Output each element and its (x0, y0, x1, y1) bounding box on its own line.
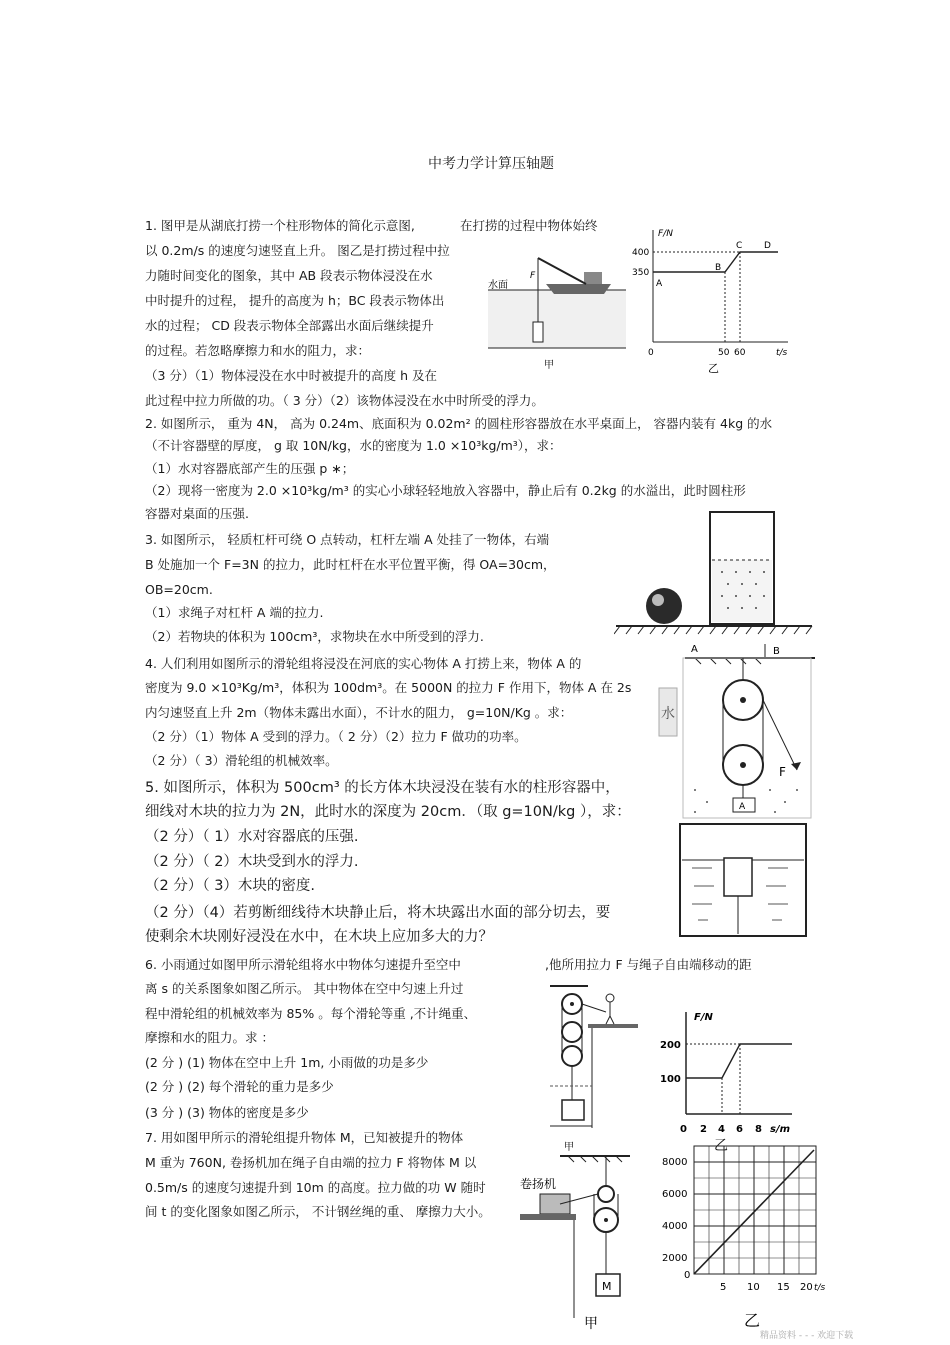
q5-line4: （2 分）（ 2）木块受到水的浮力. (145, 854, 359, 870)
q6-line4: 摩擦和水的阻力。求 ： (145, 1030, 274, 1045)
q3-line5: （2）若物块的体积为 100cm³，求物块在水中所受到的浮力. (145, 629, 484, 644)
q7-x20: 20 (800, 1282, 813, 1293)
q3-line1: 3. 如图所示， 轻质杠杆可绕 O 点转动，杠杆左端 A 处挂了一物体，右端 (145, 532, 550, 547)
q3-line4: （1）求绳子对杠杆 A 端的拉力. (145, 605, 324, 620)
q4-figure (655, 640, 815, 820)
q6-x2: 2 (700, 1124, 707, 1135)
q6-line6: (2 分 ) (2) 每个滑轮的重力是多少 (145, 1079, 334, 1094)
q1-graph (628, 224, 798, 376)
q2-line4: （2）现将一密度为 2.0 ×10³kg/m³ 的实心小球轻轻地放入容器中，静止后有 0.2kg 的水溢出，此时圆柱形 (145, 483, 746, 498)
q4-line5: （2 分）（ 3）滑轮组的机械效率。 (145, 753, 338, 768)
q6-graph (660, 1008, 798, 1138)
q7-x-axis: t/s (814, 1283, 826, 1293)
q6-x-axis: s/m (770, 1124, 791, 1135)
q6-x0: 0 (680, 1124, 687, 1135)
q1-line1b: 在打捞的过程中物体始终 (460, 218, 598, 233)
q7-fig-label-a: 甲 (584, 1316, 598, 1332)
q5-line2: 细线对木块的拉力为 2N，此时水的深度为 20cm．（取 g=10N/kg ），求： (145, 804, 631, 820)
q7-graph (648, 1136, 828, 1336)
q6-line1b: ,他所用拉力 F 与绳子自由端移动的距 (545, 957, 752, 972)
q2-line5: 容器对桌面的压强. (145, 506, 249, 521)
q1-point-d: D (764, 241, 771, 251)
q1-line2: 以 0.2m/s 的速度匀速竖直上升。 图乙是打捞过程中拉 (145, 243, 450, 258)
q1-point-c: C (736, 241, 743, 251)
q7-top-label: 甲 (564, 1142, 574, 1153)
q7-y6000: 6000 (662, 1189, 688, 1200)
q6-line3: 程中滑轮组的机械效率为 85% 。每个滑轮等重 ,不计绳重、 (145, 1006, 477, 1021)
q7-y4000: 4000 (662, 1221, 688, 1232)
q7-x15: 15 (777, 1282, 790, 1293)
q1-line8: 此过程中拉力所做的功。（ 3 分）（2）该物体浸没在水中时所受的浮力。 (145, 393, 544, 408)
q4-line2: 密度为 9.0 ×10³Kg/m³，体积为 100dm³。在 5000N 的拉力 F 作用下，物体 A 在 2s (145, 680, 632, 695)
q3-line3: OB=20cm. (145, 582, 213, 597)
q1-x60: 60 (734, 348, 746, 358)
q6-line7: (3 分 ) (3) 物体的密度是多少 (145, 1105, 309, 1120)
q7-y8000: 8000 (662, 1157, 688, 1168)
q1-x-axis: t/s (776, 348, 788, 358)
q5-line1: 5. 如图所示，体积为 500cm³ 的长方体木块浸没在装有水的柱形容器中， (145, 780, 620, 796)
q7-block-label: M (602, 1280, 612, 1293)
q5-line5: （2 分）（ 3）木块的密度. (145, 878, 316, 894)
q2-line1: 2. 如图所示， 重为 4N， 高为 0.24m、底面积为 0.02m² 的圆柱形容器放在水平桌面上， 容器内装有 4kg 的水 (145, 416, 773, 431)
q1-fig-label-a: 甲 (544, 360, 554, 371)
q2-line3: （1）水对容器底部产生的压强 p ∗； (145, 461, 355, 476)
q1-point-b: B (715, 263, 722, 273)
q7-line1: 7. 用如图甲所示的滑轮组提升物体 M，已知被提升的物体 (145, 1130, 464, 1145)
q6-fig-label-b: 乙 (714, 1138, 728, 1154)
q6-x4: 4 (718, 1124, 725, 1135)
q1-y400: 400 (632, 248, 650, 258)
q4-line1: 4. 人们利用如图所示的滑轮组将浸没在河底的实心物体 A 打捞上来，物体 A 的 (145, 656, 582, 671)
q4-line4: （2 分）（1）物体 A 受到的浮力。（ 2 分）（2）拉力 F 做功的功率。 (145, 729, 527, 744)
q5-line7: 使剩余木块刚好浸没在水中，在木块上应加多大的力？ (145, 929, 493, 945)
q2-figure (614, 506, 814, 636)
q3-line2: B 处施加一个 F=3N 的拉力，此时杠杆在水平位置平衡，得 OA=30cm， (145, 557, 556, 572)
q7-line3: 0.5m/s 的速度匀速提升到 10m 的高度。拉力做的功 W 随时 (145, 1180, 486, 1195)
q1-line5: 水的过程； CD 段表示物体全部露出水面后继续提升 (145, 318, 434, 333)
q1-x0: 0 (648, 348, 654, 358)
q7-x10: 10 (747, 1282, 760, 1293)
page-title: 中考力学计算压轴题 (428, 156, 554, 172)
q6-line2: 离 s 的关系图象如图乙所示。 其中物体在空中匀速上升过 (145, 981, 464, 996)
q1-fig-label-b: 乙 (708, 362, 719, 375)
q7-figure (520, 1138, 638, 1334)
q6-line1: 6. 小雨通过如图甲所示滑轮组将水中物体匀速提升至空中 (145, 957, 461, 972)
q6-y-axis: F/N (694, 1012, 713, 1023)
q6-x6: 6 (736, 1124, 743, 1135)
q6-line5: (2 分 ) (1) 物体在空中上升 1m, 小雨做的功是多少 (145, 1055, 429, 1070)
q2-line2: （不计容器壁的厚度， g 取 10N/kg，水的密度为 1.0 ×10³kg/m³），求： (145, 438, 562, 453)
q7-y2000: 2000 (662, 1253, 688, 1264)
q6-figure (548, 982, 642, 1128)
q1-water-label: 水面 (488, 280, 508, 291)
q1-line1: 1. 图甲是从湖底打捞一个柱形物体的简化示意图, (145, 218, 415, 233)
q7-x5: 5 (720, 1282, 727, 1293)
q1-y-axis: F/N (658, 229, 673, 239)
q6-y200: 200 (660, 1040, 681, 1051)
q1-figure-crane (486, 250, 628, 375)
q1-x50: 50 (718, 348, 730, 358)
q6-x8: 8 (755, 1124, 762, 1135)
q7-winch-label: 卷扬机 (520, 1177, 557, 1191)
q7-line4: 间 t 的变化图象如图乙所示， 不计钢丝绳的重、 摩擦力大小。 (145, 1204, 491, 1219)
q5-line3: （2 分）（ 1）水对容器底的压强. (145, 829, 359, 845)
q1-line4: 中时提升的过程， 提升的高度为 h；BC 段表示物体出 (145, 293, 445, 308)
q5-line6: （2 分）（4）若剪断细线待木块静止后，将木块露出水面的部分切去，要 (145, 905, 611, 921)
q4-line3: 内匀速竖直上升 2m（物体未露出水面），不计水的阻力， g=10N/Kg 。求： (145, 705, 573, 720)
q1-line3: 力随时间变化的图象，其中 AB 段表示物体浸没在水 (145, 268, 433, 283)
q1-line7: （3 分）（1）物体浸没在水中时被提升的高度 h 及在 (145, 368, 437, 383)
q6-y100: 100 (660, 1074, 681, 1085)
q4-label-a: A (691, 644, 698, 655)
q4-water-label: 水 (661, 706, 675, 722)
q7-y0: 0 (684, 1270, 691, 1281)
q1-point-a: A (656, 279, 663, 289)
watermark: 精品资料 - - - 欢迎下载 (760, 1331, 854, 1341)
q5-figure (672, 820, 814, 940)
q7-fig-label-b: 乙 (744, 1311, 761, 1330)
q4-force-label: F (779, 765, 786, 779)
q1-line6: 的过程。若忽略摩擦力和水的阻力，求： (145, 343, 371, 358)
q4-label-b: B (773, 646, 780, 657)
q1-force-label: F (530, 271, 536, 281)
q1-y350: 350 (632, 268, 650, 278)
q4-block-label: A (739, 802, 746, 812)
q7-line2: M 重为 760N, 卷扬机加在绳子自由端的拉力 F 将物体 M 以 (145, 1155, 477, 1170)
